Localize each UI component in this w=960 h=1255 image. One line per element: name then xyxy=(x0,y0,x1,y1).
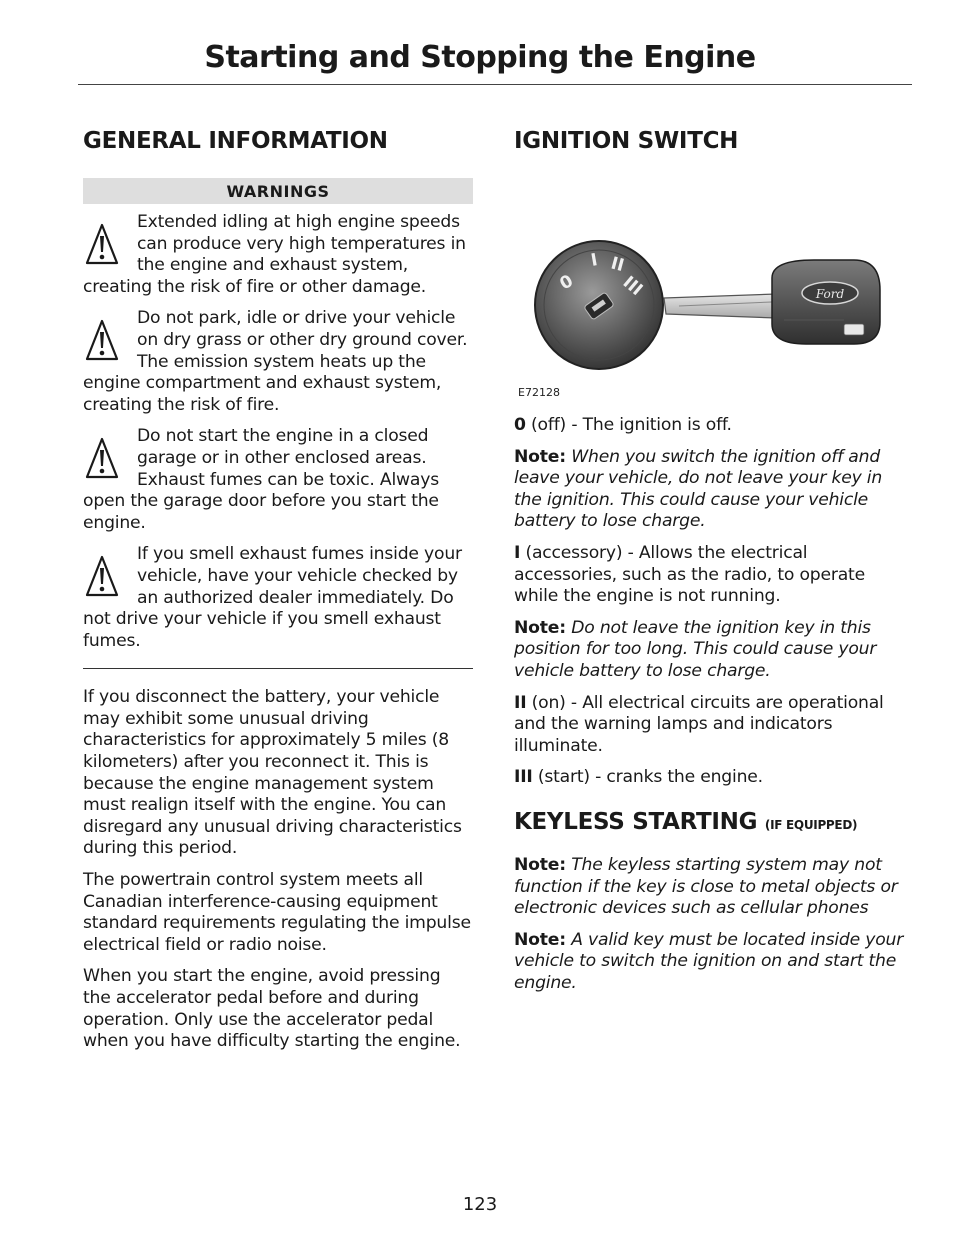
warning-text: If you smell exhaust fumes inside your vehicle, have your vehicle checked by an authorized dealer immediately. Do not drive your vehicle if you smell exhaust fumes. xyxy=(83,544,462,651)
position-mark: II xyxy=(514,692,527,713)
warning-text: Extended idling at high engine speeds can produce very high temperatures in the engine and exhaust system, creating the risk of fire or other damage. xyxy=(83,212,466,297)
note-text: The keyless starting system may not function if the key is close to metal objects or electronic devices such as cellular phones xyxy=(514,854,898,919)
left-column xyxy=(83,120,473,1053)
warnings-banner: WARNINGS xyxy=(83,178,473,204)
note-label: Note: xyxy=(514,854,566,875)
position-mark: 0 xyxy=(514,415,526,435)
ignition-key xyxy=(664,260,880,344)
section-heading-general-information: GENERAL INFORMATION xyxy=(83,128,388,154)
note-paragraph xyxy=(514,930,906,995)
position-text: (start) - cranks the engine. xyxy=(532,767,763,788)
position-on xyxy=(514,693,906,758)
position-text: (off) - The ignition is off. xyxy=(525,415,732,435)
section-heading-ignition-switch: IGNITION SWITCH xyxy=(514,128,739,154)
note-label: Note: xyxy=(514,617,566,638)
dial-label-start: III xyxy=(618,272,647,301)
ignition-positions xyxy=(514,415,906,789)
position-text: (accessory) - Allows the electrical accessories, such as the radio, to operate while the engine is not running. xyxy=(514,542,865,607)
position-mark: I xyxy=(514,542,521,563)
position-off xyxy=(514,415,906,437)
warning-text: Do not start the engine in a closed garage or in other enclosed areas. Exhaust fumes can be toxic. Always open the garage door before you start the engine. xyxy=(83,426,439,533)
warning-block xyxy=(83,212,473,298)
paragraph: The powertrain control system meets all Canadian interference-causing equipment standard requirements regulating the impulse electrical field or radio noise. xyxy=(83,870,471,955)
warning-text: Do not park, idle or drive your vehicle on dry grass or other dry ground cover. The emission system heats up the engine compartment and exhaust system, creating the risk of fire. xyxy=(83,308,468,415)
section-heading-keyless-starting xyxy=(514,809,906,835)
note-text: When you switch the ignition off and leave your vehicle, do not leave your key in the ignition. This could cause your vehicle battery to lose charge. xyxy=(514,446,883,532)
warning-triangle-icon xyxy=(85,554,119,600)
note-paragraph xyxy=(514,618,906,683)
key-logo: Ford xyxy=(815,287,845,301)
warning-triangle-icon xyxy=(85,436,119,482)
keyless-heading-text: KEYLESS STARTING xyxy=(514,808,758,835)
ignition-dial xyxy=(535,241,663,369)
position-start xyxy=(514,767,906,789)
header-rule xyxy=(78,84,912,85)
warnings-end-rule xyxy=(83,668,473,669)
page-title: Starting and Stopping the Engine xyxy=(204,40,756,75)
keyless-qualifier: (IF EQUIPPED) xyxy=(764,817,858,832)
dial-label-accessory: I xyxy=(589,250,600,271)
warning-block xyxy=(83,308,473,416)
keyless-notes xyxy=(514,855,906,995)
general-info-body xyxy=(83,687,473,1053)
position-mark: III xyxy=(514,767,533,788)
paragraph: If you disconnect the battery, your vehicle may exhibit some unusual driving characteristics for approximately 5 miles (8 kilometers) after you reconnect it. This is because the engine management system must realign itself with the engine. You can disregard any unusual driving characteristics during this period. xyxy=(83,687,462,859)
note-paragraph xyxy=(514,855,906,920)
page-number: 123 xyxy=(462,1194,498,1215)
dial-label-on: II xyxy=(608,253,627,277)
position-text: (on) - All electrical circuits are operational and the warning lamps and indicators illuminate. xyxy=(514,692,884,756)
ignition-key-figure xyxy=(514,160,906,405)
note-label: Note: xyxy=(514,446,566,467)
paragraph: When you start the engine, avoid pressing the accelerator pedal before and during operation. Only use the accelerator pedal when you have difficulty starting the engine. xyxy=(83,966,461,1052)
position-accessory xyxy=(514,543,906,608)
note-text: Do not leave the ignition key in this position for too long. This could cause your vehicle battery to lose charge. xyxy=(514,617,877,681)
note-label: Note: xyxy=(514,929,566,950)
warning-triangle-icon xyxy=(85,222,119,268)
note-paragraph xyxy=(514,447,906,533)
warning-block xyxy=(83,426,473,534)
dial-label-off: 0 xyxy=(556,271,577,295)
right-column xyxy=(514,120,906,994)
ignition-illustration xyxy=(514,160,906,390)
warning-triangle-icon xyxy=(85,318,119,364)
warning-block xyxy=(83,544,473,652)
note-text: A valid key must be located inside your vehicle to switch the ignition on and start the engine. xyxy=(514,929,904,993)
figure-id: E72128 xyxy=(518,386,560,399)
page-header xyxy=(0,0,960,86)
